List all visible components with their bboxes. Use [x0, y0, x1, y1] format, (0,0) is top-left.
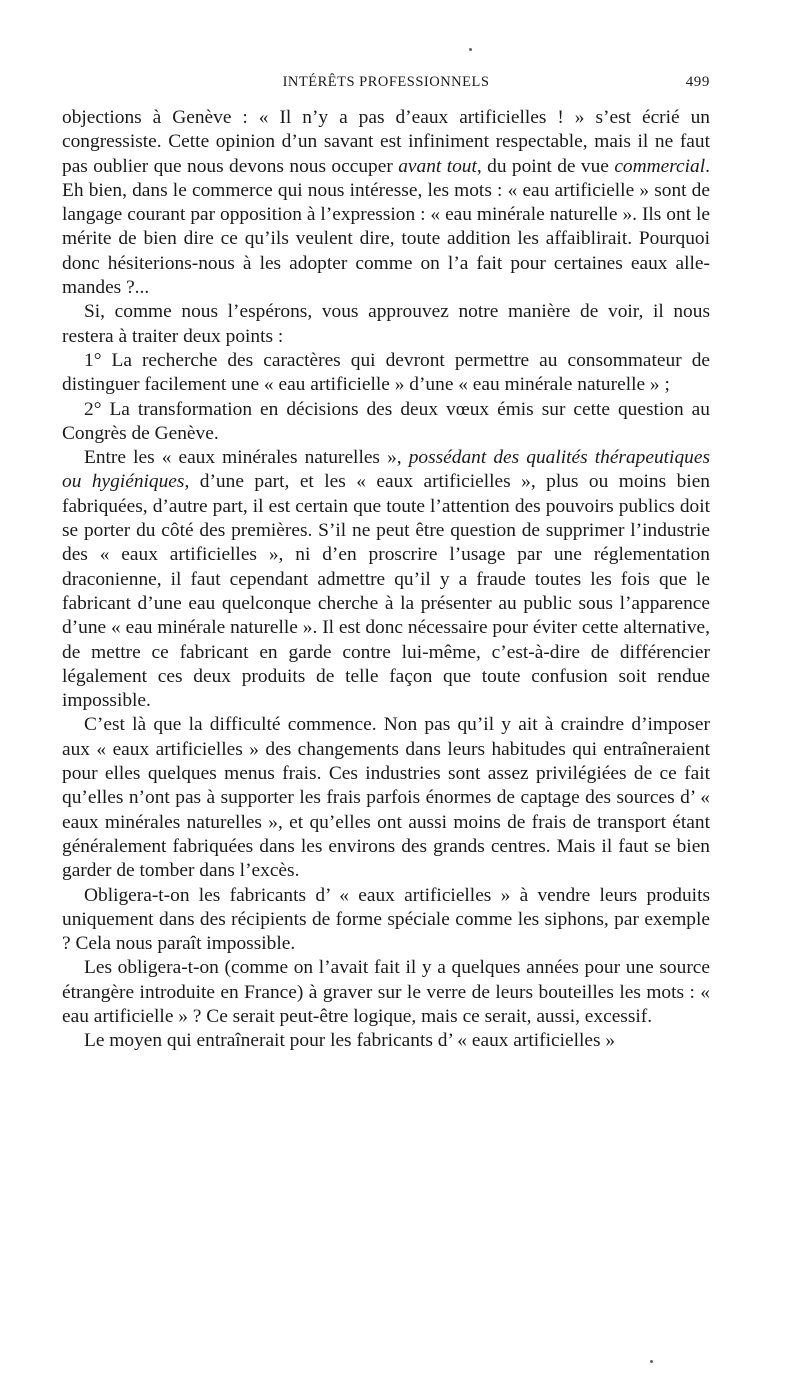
text-run: objections à Genève : « Il n’y a pas d’eaux artificielles ! » s’est écrié un congressiste. Cette opinion d’un savant est infiniment respectable, mais il ne faut pas oublier que nous devons nous occuper [62, 107, 710, 177]
paragraph-2: Si, comme nous l’espérons, vous approuvez notre manière de voir, il nous restera à traiter deux points : [62, 301, 710, 347]
paragraph-6: C’est là que la difficulté commence. Non pas qu’il y ait à craindre d’imposer aux « eaux artificielles » des changements dans leurs habitudes qui entraîneraient pour elles quelques menus frais. Ces industries sont assez privilégiées de ce fait qu’elles n’ont pas à supporter les frais parfois énormes de captage des sources d’ « eaux minérales naturelles », et qu’elles ont aussi moins de frais de transport étant généralement fabriquées dans les environs des grands centres. Mais il faut se bien garder de tomber dans l’excès. [62, 714, 710, 882]
speck-mark [469, 48, 472, 51]
paragraph-3: 1° La recherche des caractères qui devront permettre au consommateur de distinguer facilement une « eau artificielle » d’une « eau minérale naturelle » ; [62, 349, 710, 396]
text-run: . Eh bien, dans le commerce qui nous intéresse, les mots : « eau artificielle » sont de langage courant par opposition à l’expression : « eau minérale naturelle ». Ils ont le mérite de bien dire ce qu’ils veulent dire, toute addition les affaiblirait. Pourquoi donc hésiterions-nous à les adopter comme on l’a fait pour certaines eaux allemandes ?... [62, 155, 710, 299]
paragraph-8: Les obligera-t-on (comme on l’avait fait il y a quelques années pour une source étrangère introduite en France) à graver sur le verre de leurs bouteilles les mots : « eau artificielle » ? Ce serait peut-être logique, mais ce serait, aussi, excessif. [62, 957, 710, 1027]
paragraph-4: 2° La transformation en décisions des deux vœux émis sur cette question au Congrès de Genève. [62, 398, 710, 444]
paragraph-5 [62, 446, 710, 713]
text-run: Entre les « eaux minérales naturelles », [84, 447, 409, 469]
paragraph-9: Le moyen qui entraînerait pour les fabricants d’ « eaux artificielles » [84, 1030, 616, 1052]
text-run: , du point de vue [476, 155, 615, 177]
italic-run: commercial [614, 155, 706, 177]
running-header [62, 74, 710, 100]
paragraph-1 [62, 106, 710, 300]
text-run: , d’une part, et les « eaux artificielles », plus ou moins bien fabriquées, d’autre part, il est certain que toute l’attention des pouvoirs publics doit se porter du côté des premières. S’il ne peut être question de supprimer l’industrie des « eaux artificielles », ni d’en proscrire l’usage par une réglementation draconienne, il faut cependant admettre qu’il y a fraude toutes les fois que le fabricant d’une eau quelconque cherche à la présenter au public sous l’apparence d’une « eau minérale naturelle ». Il est donc nécessaire pour éviter cette alternative, de mettre ce fabricant en garde contre lui-même, c’est-à-dire de différencier légalement ces deux produits de telle façon que toute confusion soit rendue impossible. [62, 471, 710, 712]
page-number: 499 [685, 74, 710, 90]
italic-run: avant tout [398, 155, 477, 177]
body-text [62, 106, 710, 1054]
speck-mark [650, 1360, 653, 1363]
paragraph-7: Obligera-t-on les fabricants d’ « eaux artificielles » à vendre leurs produits uniquement dans des récipients de forme spéciale comme les siphons, par exemple ? Cela nous paraît impossible. [62, 884, 710, 955]
book-page [62, 74, 710, 1054]
running-title: INTÉRÊTS PROFESSIONNELS [282, 74, 490, 90]
italic-run: possédant des qualités thérapeutiques ou hygiéniques [62, 447, 710, 493]
